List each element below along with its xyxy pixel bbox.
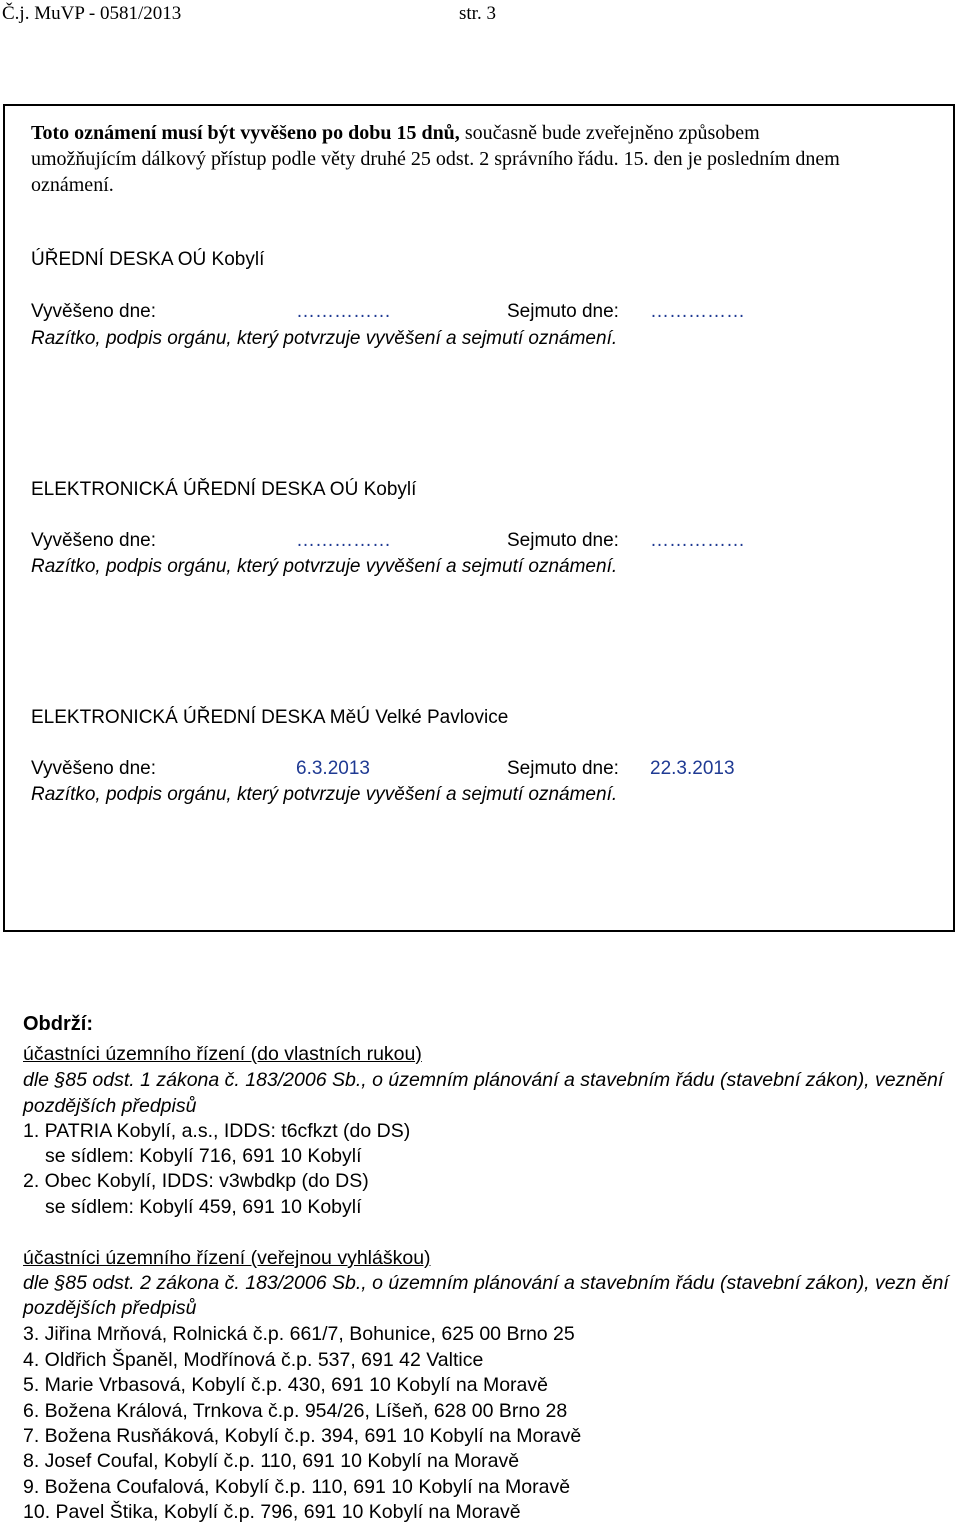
recipients-heading: Obdrží: <box>23 1013 93 1035</box>
board-title: ELEKTRONICKÁ ÚŘEDNÍ DESKA OÚ Kobylí <box>31 479 417 500</box>
posted-label: Vyvěšeno dne: <box>31 758 156 779</box>
legal-basis-cont: pozdějších předpisů <box>23 1095 197 1117</box>
legal-basis: dle §85 odst. 1 zákona č. 183/2006 Sb., o územním plánování a stavebním řádu (stavební zákon), veznění <box>23 1069 944 1091</box>
removed-value: 22.3.2013 <box>650 758 735 779</box>
group-title: účastníci územního řízení (veřejnou vyhláškou) <box>23 1247 431 1269</box>
recipient-item: 1. PATRIA Kobylí, a.s., IDDS: t6cfkzt (do DS) <box>23 1120 411 1142</box>
recipient-item: 9. Božena Coufalová, Kobylí č.p. 110, 691 10 Kobylí na Moravě <box>23 1476 571 1498</box>
recipient-item: 3. Jiřina Mrňová, Rolnická č.p. 661/7, Bohunice, 625 00 Brno 25 <box>23 1323 575 1345</box>
recipient-item: 7. Božena Rusňáková, Kobylí č.p. 394, 691 10 Kobylí na Moravě <box>23 1425 582 1447</box>
document-reference: Č.j. MuVP - 0581/2013 <box>2 3 182 24</box>
recipient-address: se sídlem: Kobylí 716, 691 10 Kobylí <box>45 1145 362 1167</box>
recipient-address: se sídlem: Kobylí 459, 691 10 Kobylí <box>45 1196 362 1218</box>
legal-basis-cont: pozdějších předpisů <box>23 1297 197 1319</box>
recipient-item: 2. Obec Kobylí, IDDS: v3wbdkp (do DS) <box>23 1170 369 1192</box>
recipient-item: 5. Marie Vrbasová, Kobylí č.p. 430, 691 10 Kobylí na Moravě <box>23 1374 548 1396</box>
group-title: účastníci územního řízení (do vlastních rukou) <box>23 1043 422 1065</box>
legal-basis: dle §85 odst. 2 zákona č. 183/2006 Sb., o územním plánování a stavebním řádu (stavební zákon), vezn ění <box>23 1272 949 1294</box>
recipient-item: 6. Božena Králová, Trnkova č.p. 954/26, Líšeň, 628 00 Brno 28 <box>23 1400 568 1422</box>
posted-value: …………… <box>296 530 391 551</box>
recipient-item: 4. Oldřich Španěl, Modřínová č.p. 537, 691 42 Valtice <box>23 1349 484 1371</box>
notice-box <box>3 104 955 932</box>
removed-label: Sejmuto dne: <box>507 758 619 779</box>
notice-intro-line-2: umožňujícím dálkový přístup podle věty druhé 25 odst. 2 správního řádu. 15. den je posledním dnem <box>31 148 840 170</box>
stamp-note: Razítko, podpis orgánu, který potvrzuje vyvěšení a sejmutí oznámení. <box>31 784 618 805</box>
page-number: str. 3 <box>459 3 496 24</box>
removed-label: Sejmuto dne: <box>507 530 619 551</box>
stamp-note: Razítko, podpis orgánu, který potvrzuje vyvěšení a sejmutí oznámení. <box>31 328 618 349</box>
posted-label: Vyvěšeno dne: <box>31 530 156 551</box>
removed-value: …………… <box>650 301 745 322</box>
posted-value: 6.3.2013 <box>296 758 370 779</box>
notice-intro-bold: Toto oznámení musí být vyvěšeno po dobu 15 dnů, <box>31 122 460 144</box>
posted-value: …………… <box>296 301 391 322</box>
removed-label: Sejmuto dne: <box>507 301 619 322</box>
notice-intro-line-3: oznámení. <box>31 174 114 196</box>
recipient-item: 10. Pavel Štika, Kobylí č.p. 796, 691 10 Kobylí na Moravě <box>23 1501 521 1523</box>
recipient-item: 8. Josef Coufal, Kobylí č.p. 110, 691 10 Kobylí na Moravě <box>23 1450 520 1472</box>
posted-label: Vyvěšeno dne: <box>31 301 156 322</box>
board-title: ELEKTRONICKÁ ÚŘEDNÍ DESKA MěÚ Velké Pavlovice <box>31 707 509 728</box>
board-title: ÚŘEDNÍ DESKA OÚ Kobylí <box>31 249 265 270</box>
notice-intro-line-1 <box>31 123 760 143</box>
stamp-note: Razítko, podpis orgánu, který potvrzuje vyvěšení a sejmutí oznámení. <box>31 556 618 577</box>
notice-intro-rest: současně bude zveřejněno způsobem <box>464 122 760 144</box>
removed-value: …………… <box>650 530 745 551</box>
